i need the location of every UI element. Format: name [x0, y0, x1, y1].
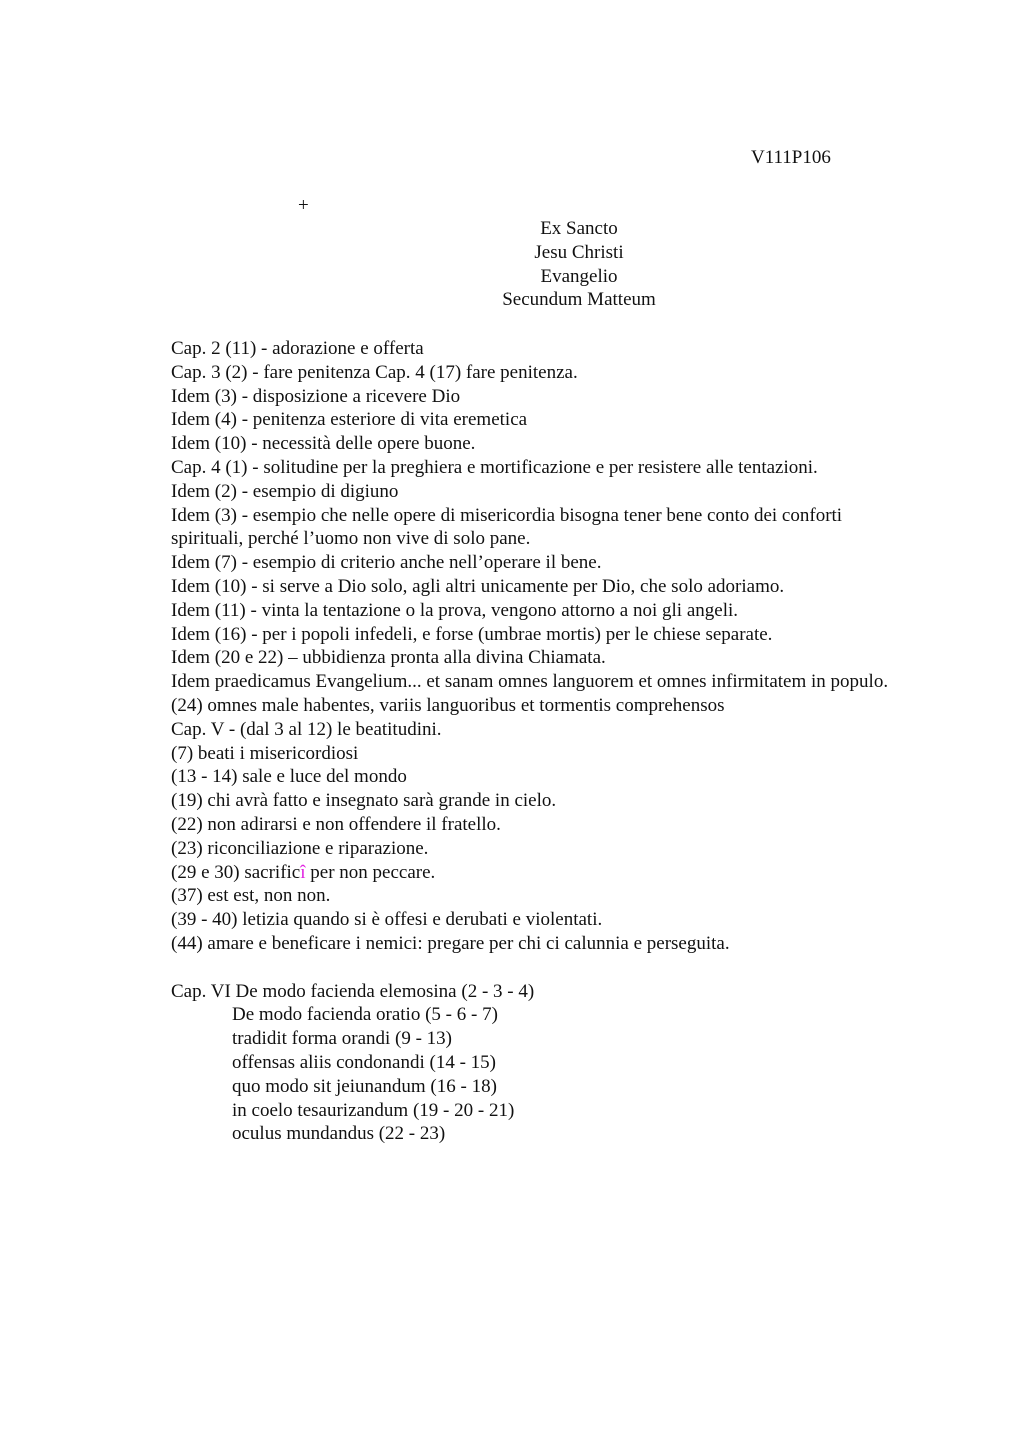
entry-line: (44) amare e beneficare i nemici: pregare per chi ci calunnia e perseguita. — [171, 932, 730, 954]
entry-line: Idem (4) - penitenza esteriore di vita eremetica — [171, 409, 528, 431]
entry-line: Cap. 3 (2) - fare penitenza Cap. 4 (17) fare penitenza. — [171, 361, 578, 383]
entry-line: Cap. 4 (1) - solitudine per la preghiera e mortificazione e per resistere alle tentazioni. — [171, 456, 818, 478]
entry-line: Idem praedicamus Evangelium... et sanam omnes languorem et omnes infirmitatem in populo. (24) omnes male habentes, variis languoribus et tormentis comprehensos — [171, 671, 889, 716]
cross-mark: + — [298, 195, 309, 216]
title-line: Ex Sancto — [540, 218, 618, 239]
entry-line: Idem (20 e 22) – ubbidienza pronta alla divina Chiamata. — [171, 647, 606, 669]
title-line: Jesu Christi — [534, 241, 624, 263]
entry-line: (19) chi avrà fatto e insegnato sarà grande in cielo. — [171, 790, 557, 812]
cap-vi-item: tradidit forma orandi (9 - 13) — [232, 1028, 453, 1050]
cap-vi-item: in coelo tesaurizandum (19 - 20 - 21) — [232, 1099, 515, 1121]
entry-line: Idem (2) - esempio di digiuno — [171, 480, 399, 502]
entry-line-sacrifici — [171, 861, 911, 885]
entry-line: Cap. V - (dal 3 al 12) le beatitudini. — [171, 718, 442, 740]
entry-line: (23) riconciliazione e riparazione. — [171, 837, 429, 859]
cap-vi-item: offensas aliis condonandi (14 - 15) — [232, 1051, 497, 1073]
entry-text: per non peccare. — [305, 861, 436, 883]
cap-vi-item: quo modo sit jeiunandum (16 - 18) — [232, 1075, 497, 1097]
entry-line: Idem (7) - esempio di criterio anche nell’operare il bene. — [171, 552, 602, 574]
cap-vi-heading: Cap. VI De modo facienda elemosina (2 - 3 - 4) — [171, 980, 535, 1002]
entry-line: (13 - 14) sale e luce del mondo — [171, 766, 407, 788]
entry-line: Cap. 2 (11) - adorazione e offerta — [171, 338, 424, 359]
cap-vi-item: De modo facienda oratio (5 - 6 - 7) — [232, 1004, 498, 1026]
entry-line: Idem (10) - necessità delle opere buone. — [171, 433, 476, 455]
entry-line: Idem (11) - vinta la tentazione o la prova, vengono attorno a noi gli angeli. — [171, 599, 739, 621]
document-body — [171, 337, 911, 1146]
title-block — [479, 217, 679, 312]
title-line: Secundum Matteum — [502, 289, 656, 311]
entry-line: Idem (3) - disposizione a ricevere Dio — [171, 385, 461, 407]
entry-line: (22) non adirarsi e non offendere il fratello. — [171, 813, 501, 835]
entry-line: Idem (3) - esempio che nelle opere di misericordia bisogna tener bene conto dei conforti spirituali, perché l’uomo non vive di solo pane. — [171, 504, 843, 550]
entry-line: Idem (10) - si serve a Dio solo, agli altri unicamente per Dio, che solo adoriamo. — [171, 575, 785, 597]
accent-mark: î — [300, 861, 306, 883]
entry-text: (29 e 30) sacrific — [171, 861, 301, 883]
entry-line: (7) beati i misericordiosi — [171, 742, 359, 764]
entry-line: (39 - 40) letizia quando si è offesi e derubati e violentati. — [171, 909, 603, 931]
page-code: V111P106 — [751, 147, 831, 168]
entry-line: (37) est est, non non. — [171, 885, 331, 907]
title-line: Evangelio — [540, 265, 618, 287]
cap-vi-item: oculus mundandus (22 - 23) — [232, 1123, 446, 1145]
section-gap — [171, 956, 911, 980]
entry-line: Idem (16) - per i popoli infedeli, e forse (umbrae mortis) per le chiese separate. — [171, 623, 773, 645]
